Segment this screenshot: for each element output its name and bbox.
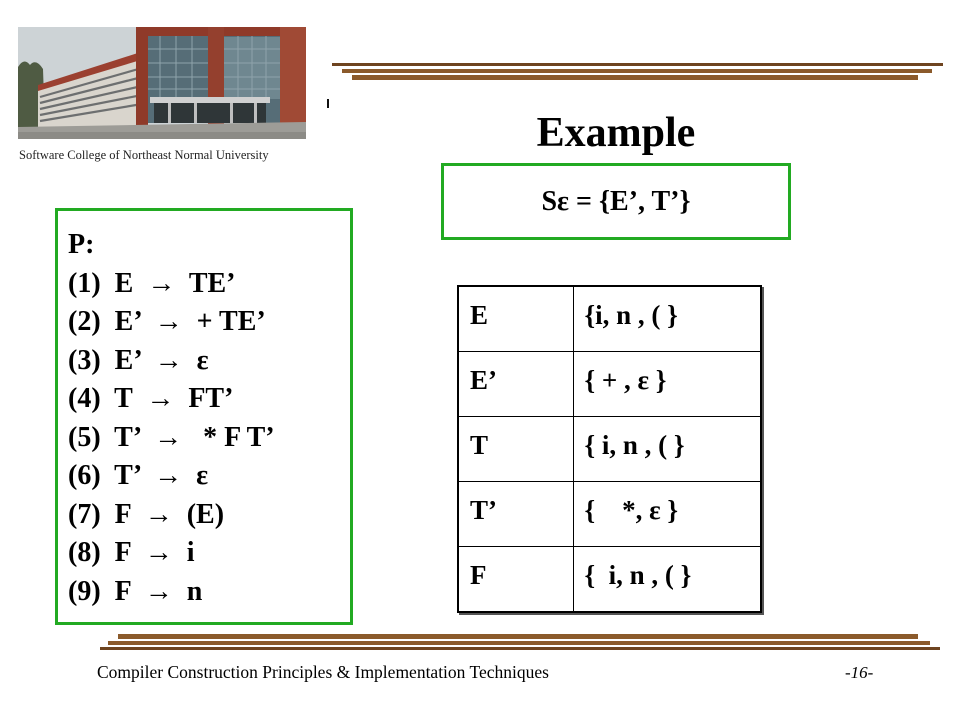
campus-building-photo — [18, 27, 306, 139]
productions-box — [55, 208, 353, 625]
course-title: Compiler Construction Principles & Implementation Techniques — [97, 662, 549, 682]
page-number: -16- — [845, 663, 874, 682]
production-rule-2: (2) E’ → + TE’ — [68, 306, 266, 337]
production-rule-1: (1) E → TE’ — [68, 267, 236, 299]
footer-rule — [118, 634, 918, 639]
s-epsilon-box — [441, 163, 791, 240]
production-rule-8: (8) F → i — [68, 537, 195, 568]
first-set-cell: {i, n , ( } — [573, 286, 761, 352]
first-set-cell: { + , ε } — [573, 352, 761, 417]
first-set-cell: { i, n , ( } — [573, 547, 761, 613]
production-rule-3: (3) E’ → ε — [68, 344, 209, 376]
first-set-cell: { *, ε } — [573, 482, 761, 547]
institution-caption: Software College of Northeast Normal University — [19, 148, 269, 162]
production-rule-7: (7) F → (E) — [68, 498, 225, 530]
divider-tick — [327, 99, 329, 108]
nonterminal-cell: T — [458, 417, 573, 482]
first-set-cell: { i, n , ( } — [573, 417, 761, 482]
table-row — [458, 547, 761, 613]
header-rule — [332, 63, 943, 66]
productions-label: P: — [68, 229, 95, 260]
nonterminal-cell: E’ — [458, 352, 573, 417]
table-row — [458, 352, 761, 417]
table-row — [458, 482, 761, 547]
table-row — [458, 286, 761, 352]
header-rule — [352, 75, 918, 80]
first-set-table — [457, 285, 762, 613]
footer-rule — [108, 641, 930, 645]
production-rule-6: (6) T’ → ε — [68, 460, 209, 491]
production-rule-5: (5) T’ → * F T’ — [68, 421, 275, 453]
production-rule-9: (9) F → n — [68, 575, 203, 607]
nonterminal-cell: F — [458, 547, 573, 613]
footer-rule — [100, 647, 940, 650]
s-epsilon-text: Sε = {E’, T’} — [541, 185, 691, 217]
nonterminal-cell: T’ — [458, 482, 573, 547]
production-rule-4: (4) T → FT’ — [68, 383, 234, 414]
header-rule — [342, 69, 932, 73]
slide-title: Example — [536, 110, 696, 156]
nonterminal-cell: E — [458, 286, 573, 352]
table-row — [458, 417, 761, 482]
